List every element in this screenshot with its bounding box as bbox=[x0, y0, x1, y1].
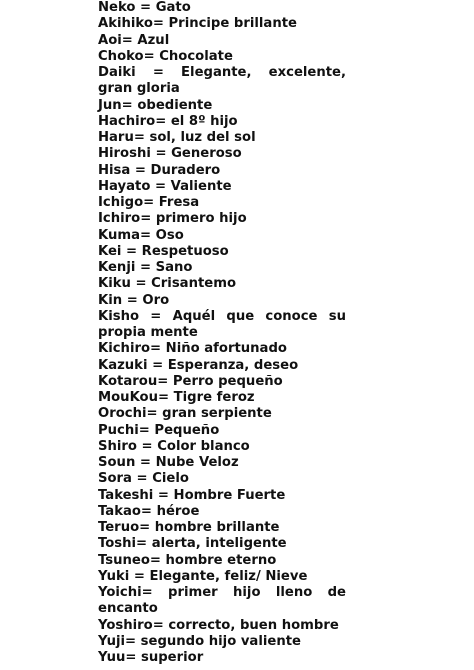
list-item: Kichiro= Niño afortunado bbox=[98, 341, 287, 357]
list-item: Teruo= hombre brillante bbox=[98, 520, 280, 535]
list-item: Kazuki = Esperanza, deseo bbox=[98, 357, 299, 373]
list-item: Yuu= superior bbox=[98, 650, 204, 665]
list-item: Hachiro= el 8º hijo bbox=[98, 113, 238, 129]
list-item: Choko= Chocolate bbox=[98, 48, 233, 64]
list-item: Ichiro= primero hijo bbox=[98, 211, 247, 227]
list-item: Akihiko= Principe brillante bbox=[98, 16, 297, 32]
list-item: Sora = Cielo bbox=[98, 471, 189, 487]
list-item: Jun= obediente bbox=[98, 97, 213, 113]
list-item: Daiki = Elegante, excelente, gran gloria bbox=[98, 65, 346, 97]
list-item: Hiroshi = Generoso bbox=[98, 146, 242, 162]
list-item: Takeshi = Hombre Fuerte bbox=[98, 487, 286, 503]
list-item: Neko = Gato bbox=[98, 0, 191, 15]
list-item: Yuji= segundo hijo valiente bbox=[98, 633, 301, 649]
list-item: Haru= sol, luz del sol bbox=[98, 130, 256, 145]
list-item: Takao= héroe bbox=[98, 503, 200, 519]
list-item: Shiro = Color blanco bbox=[98, 438, 250, 454]
list-item: Tsuneo= hombre eterno bbox=[98, 552, 277, 568]
list-item: Kiku = Crisantemo bbox=[98, 276, 237, 292]
list-item: Orochi= gran serpiente bbox=[98, 406, 272, 422]
list-item: Puchi= Pequeño bbox=[98, 422, 220, 438]
list-item: Kenji = Sano bbox=[98, 260, 193, 275]
list-item: Kuma= Oso bbox=[98, 227, 184, 243]
list-item: Soun = Nube Veloz bbox=[98, 455, 239, 470]
list-item: Aoi= Azul bbox=[98, 32, 170, 48]
list-item: Kei = Respetuoso bbox=[98, 243, 229, 259]
list-item: Toshi= alerta, inteligente bbox=[98, 536, 287, 552]
list-item: Kotarou= Perro pequeño bbox=[98, 373, 283, 389]
list-item: MouKou= Tigre feroz bbox=[98, 390, 255, 405]
list-item: Ichigo= Fresa bbox=[98, 195, 200, 210]
list-item: Kisho = Aquél que conoce su propia mente bbox=[98, 308, 346, 340]
list-item: Yoshiro= correcto, buen hombre bbox=[98, 617, 339, 633]
list-item: Hayato = Valiente bbox=[98, 178, 232, 194]
list-item: Yuki = Elegante, feliz/ Nieve bbox=[98, 568, 308, 584]
list-item: Hisa = Duradero bbox=[98, 162, 221, 178]
names-list bbox=[98, 0, 346, 666]
list-item: Yoichi= primer hijo lleno de encanto bbox=[98, 585, 346, 617]
list-item: Kin = Oro bbox=[98, 292, 170, 308]
